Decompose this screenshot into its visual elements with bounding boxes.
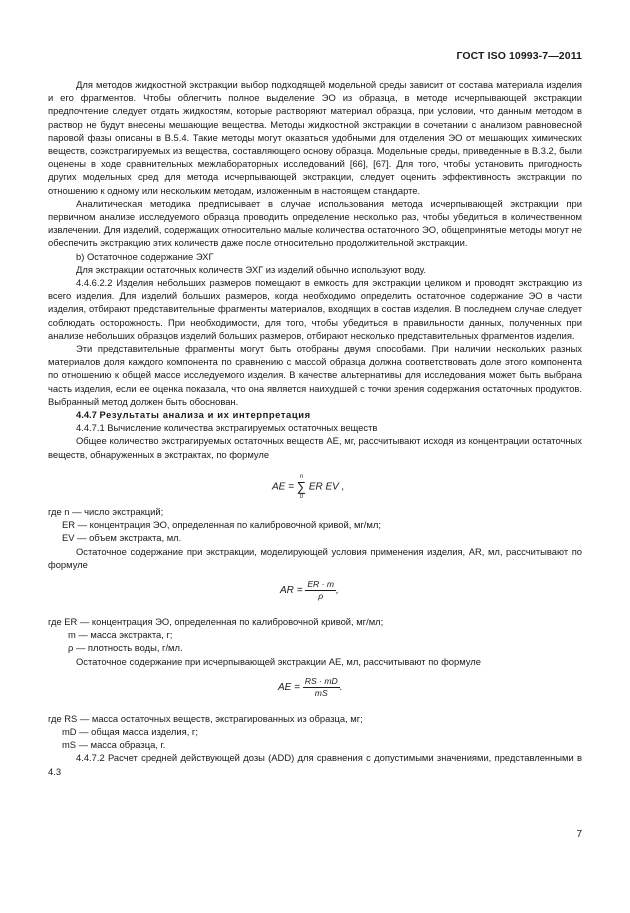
formula-eq: = <box>294 681 300 693</box>
section-number: 4.4.7 <box>76 409 97 421</box>
paragraph: Общее количество экстрагируемых остаточных веществ AE, мг, рассчитывают исходя из концентрации остаточных веществ, обнаруженных в экстрактах, по формуле <box>48 435 582 460</box>
paragraph: Эти представительные фрагменты могут быть отобраны двумя способами. При наличии нескольких разных материалов доля каждого компонента по сравнению с массой образца должна соответствовать доле этого компонента по отношению к общей массе исследуемого изделия. В качестве альтернативы для исследования может быть выбрана часть изделия, если ее оценка показала, что она является наихудшей с точки зрения содержания остаточных продуктов. Выбранный метод должен быть обоснован. <box>48 343 582 407</box>
formula-lhs: AE <box>272 481 286 493</box>
summation-sign: n ∑ 0 <box>296 473 307 500</box>
formula-ae-sum <box>48 463 582 503</box>
definition: m — масса экстракта, г; <box>68 629 173 641</box>
definition: где n — число экстракций; <box>48 505 164 517</box>
page-body <box>48 78 582 778</box>
page-number: 7 <box>576 829 582 840</box>
definition: где ER — концентрация ЭО, определенная по калибровочной кривой, мг/мл; <box>48 615 384 627</box>
paragraph: 4.4.7.1 Вычисление количества экстрагируемых остаточных веществ <box>76 422 378 434</box>
fraction: $\frac{RS \cdot mD}{mS}$ <box>304 675 338 698</box>
subheading: b) Остаточное содержание ЭХГ <box>76 250 214 262</box>
paragraph: 4.4.7.2 Расчет средней действующей дозы (ADD) для сравнения с допустимыми значениями, представленными в 4.3 <box>48 752 582 777</box>
formula-definitions <box>48 505 582 545</box>
formula-rhs: ER EV , <box>308 481 345 493</box>
paragraph: Для экстракции остаточных количеств ЭХГ из изделий обычно используют воду. <box>76 263 427 275</box>
formula-eq: = <box>296 585 303 597</box>
formula-eq: = <box>288 481 294 493</box>
formula-definitions <box>48 712 582 752</box>
definition: ER — концентрация ЭО, определенная по калибровочной кривой, мг/мл; <box>62 519 381 531</box>
paragraph: Остаточное содержание при экстракции, моделирующей условия применения изделия, AR, мл, рассчитывают по формуле <box>48 545 582 570</box>
standard-header: ГОСТ ISO 10993-7—2011 <box>456 50 582 62</box>
paragraph: Аналитическая методика предписывает в случае использования метода исчерпывающей экстракции при первичном анализе исследуемого образца проводить определение несколько раз, чтобы убедиться в количественном извлечении. Для изделий, содержащих относительно малые количества остаточного ЭО, общепринятые методы могут не обеспечить экстракцию этих количеств даже после относительно продолжительной экстракции. <box>48 197 582 249</box>
section-heading <box>48 408 582 421</box>
definition: mS — масса образца, г. <box>62 739 166 751</box>
paragraph: 4.4.6.2.2 Изделия небольших размеров помещают в емкость для экстракции целиком и проводят экстракцию из всего изделия. Для изделий больших размеров, когда необходимо определить остаточное содержание ЭО в части изделия, отбирают представительные фрагменты материалов, входящих в состав изделия. В последнем случае следует соблюдать осторожность. При необходимости, для того, чтобы убедиться в правильности данных, полученных при анализе небольших образцов изделий больших размеров, отбирают несколько представительных фрагментов изделия. <box>48 277 582 341</box>
formula-lhs: AR <box>280 585 294 597</box>
definition: где RS — масса остаточных веществ, экстрагированных из образца, мг; <box>48 712 363 724</box>
definition: mD — общая масса изделия, г; <box>62 725 198 737</box>
formula-ar: AR = $\frac{ER \cdot m}{\rho}$ , <box>280 578 339 601</box>
formula-lhs: AE <box>278 681 292 693</box>
paragraph: Для методов жидкостной экстракции выбор подходящей модельной среды зависит от состава материала изделия и его фрагментов. Чтобы облегчить полное выделение ЭО из образца, в методе исчерпывающей экстракции предпочтение следует отдать жидкостям, которые растворяют материал образца, при условии, что данным методом в раствор не будут внесены мешающие вещества. Методы жидкостной экстракции в сочетании с анализом равновесной паровой фазы описаны в В.5.4. Такие методы могут оказаться удобными для отделения ЭО от мешающих химических веществ, соэкстрагируемых из вещества, составляющего основу образца. Модельные среды, приведенные в В.3.2, были оценены в ходе сравнительных межлабораторных исследований [66], [67]. Для того, чтобы установить пригодность других модельных сред для метода исчерпывающей экстракции, следует оценить эффективность экстракции по отношению к одному или нескольким методам, изложенным в настоящем стандарте. <box>48 79 582 196</box>
paragraph: Остаточное содержание при исчерпывающей экстракции AE, мл, рассчитывают по формуле <box>76 655 481 667</box>
formula-definitions <box>48 615 582 655</box>
definition: ρ — плотность воды, г/мл. <box>68 642 183 654</box>
fraction: $\frac{ER \cdot m}{\rho}$ <box>307 578 335 601</box>
definition: EV — объем экстракта, мл. <box>62 532 182 544</box>
formula-ae-ratio: AE = $\frac{RS \cdot mD}{mS}$ . <box>278 675 343 698</box>
section-title: Результаты анализа и их интерпретация <box>99 409 311 421</box>
